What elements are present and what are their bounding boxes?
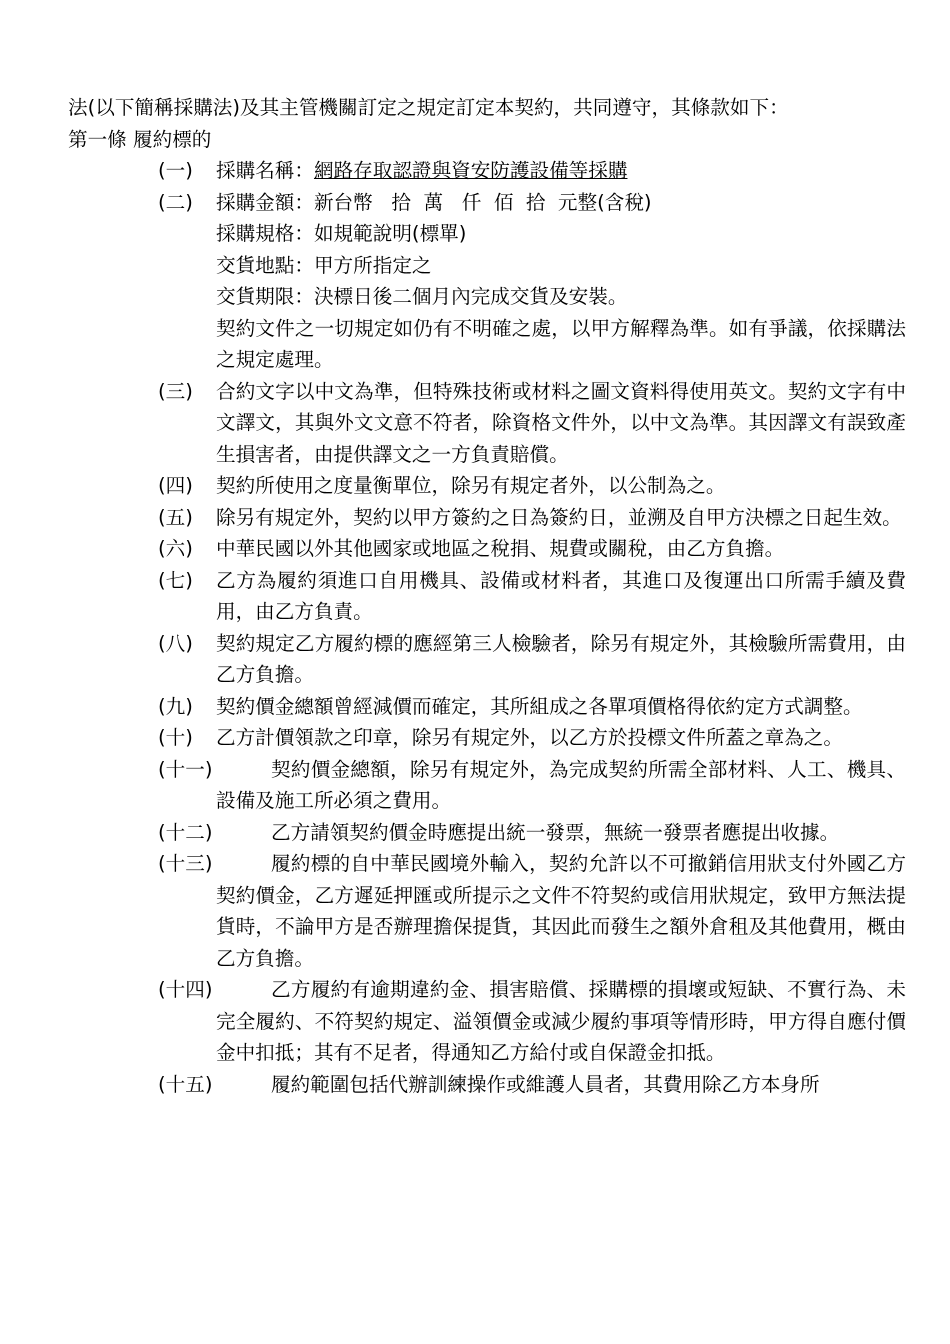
item-number: (三) xyxy=(158,379,193,403)
list-item xyxy=(68,974,906,1069)
article-1-title: 第一條 履約標的 xyxy=(68,127,212,151)
list-item xyxy=(68,817,906,849)
item-number: (四) xyxy=(158,474,193,497)
delivery-place: 交貨地點：甲方所指定之 xyxy=(216,253,432,277)
list-item xyxy=(68,376,906,471)
item-text: 乙方為履約須進口自用機具、設備或材料者，其進口及復運出口所需手續及費用，由乙方負責。 xyxy=(216,568,906,623)
item-number: (十四) xyxy=(158,978,213,1001)
item-text: 乙方計價領款之印章，除另有規定外，以乙方於投標文件所蓋之章為之。 xyxy=(216,726,843,749)
intro-line: 法(以下簡稱採購法)及其主管機關訂定之規定訂定本契約，共同遵守，其條款如下： xyxy=(68,96,789,119)
item-number: (八) xyxy=(158,631,193,655)
item-text: 履約標的自中華民國境外輸入，契約允許以不可撤銷信用狀支付外國乙方契約價金，乙方遲延押匯或所提示之文件不符契約或信用狀規定，致甲方無法提貨時，不論甲方是否辦理擔保提貨，其因此而發生之額外倉租及其他費用，概由乙方負擔。 xyxy=(216,852,906,970)
item-number: (十二) xyxy=(158,820,213,844)
list-item xyxy=(68,470,906,502)
item-text: 除另有規定外，契約以甲方簽約之日為簽約日，並溯及自甲方決標之日起生效。 xyxy=(216,505,902,529)
item-text: 乙方請領契約價金時應提出統一發票，無統一發票者應提出收據。 xyxy=(271,820,840,844)
item-text: 契約所使用之度量衡單位，除另有規定者外，以公制為之。 xyxy=(216,474,726,497)
item-text: 契約規定乙方履約標的應經第三人檢驗者，除另有規定外，其檢驗所需費用，由乙方負擔。 xyxy=(216,631,906,686)
list-item xyxy=(68,722,906,754)
item-text: 合約文字以中文為準，但特殊技術或材料之圖文資料得使用英文。契約文字有中文譯文，其與外文文意不符者，除資格文件外，以中文為準。其因譯文有誤致產生損害者，由提供譯文之一方負責賠償。 xyxy=(216,379,906,466)
list-item xyxy=(68,565,906,628)
delivery-deadline: 交貨期限：決標日後二個月內完成交貨及安裝。 xyxy=(216,285,628,308)
procurement-name: 網路存取認證與資安防護設備等採購 xyxy=(313,159,628,182)
list-item xyxy=(68,1069,906,1101)
list-item xyxy=(68,691,906,723)
item-1 xyxy=(68,155,906,187)
procurement-spec: 採購規格：如規範說明(標單) xyxy=(216,222,467,245)
item-text: 契約價金總額，除另有規定外，為完成契約所需全部材料、人工、機具、設備及施工所必須之費用。 xyxy=(216,757,906,812)
list-item xyxy=(68,628,906,691)
procurement-amount: 採購金額：新台幣 拾 萬 仟 佰 拾 元整(含稅) xyxy=(216,190,652,214)
item-text: 中華民國以外其他國家或地區之稅捐、規費或關稅，由乙方負擔。 xyxy=(216,537,785,560)
list-item xyxy=(68,502,906,534)
item-number: (十三) xyxy=(158,852,213,875)
item-2 xyxy=(68,187,906,219)
item-number: (十) xyxy=(158,726,193,749)
item-number: (六) xyxy=(158,537,193,560)
item-number: (七) xyxy=(158,568,193,592)
item-number: (十一) xyxy=(158,757,213,781)
list-item xyxy=(68,754,906,817)
item-2-number: (二) xyxy=(158,190,193,214)
interpretation-clause: 契約文件之一切規定如仍有不明確之處，以甲方解釋為準。如有爭議，依採購法之規定處理。 xyxy=(216,316,906,371)
item-number: (五) xyxy=(158,505,193,529)
list-item xyxy=(68,848,906,974)
item-number: (九) xyxy=(158,694,193,718)
item-text: 履約範圍包括代辦訓練操作或維護人員者，其費用除乙方本身所 xyxy=(271,1072,820,1096)
item-1-label: 採購名稱： xyxy=(216,159,314,182)
item-text: 乙方履約有逾期違約金、損害賠償、採購標的損壞或短缺、不實行為、未完全履約、不符契約規定、溢領價金或減少履約事項等情形時，甲方得自應付價金中扣抵；其有不足者，得通知乙方給付或自保證金扣抵。 xyxy=(216,978,906,1064)
list-item xyxy=(68,533,906,565)
item-text: 契約價金總額曾經減價而確定，其所組成之各單項價格得依約定方式調整。 xyxy=(216,694,863,718)
items-list xyxy=(68,376,950,1101)
item-1-number: (一) xyxy=(158,159,193,182)
item-number: (十五) xyxy=(158,1072,213,1096)
